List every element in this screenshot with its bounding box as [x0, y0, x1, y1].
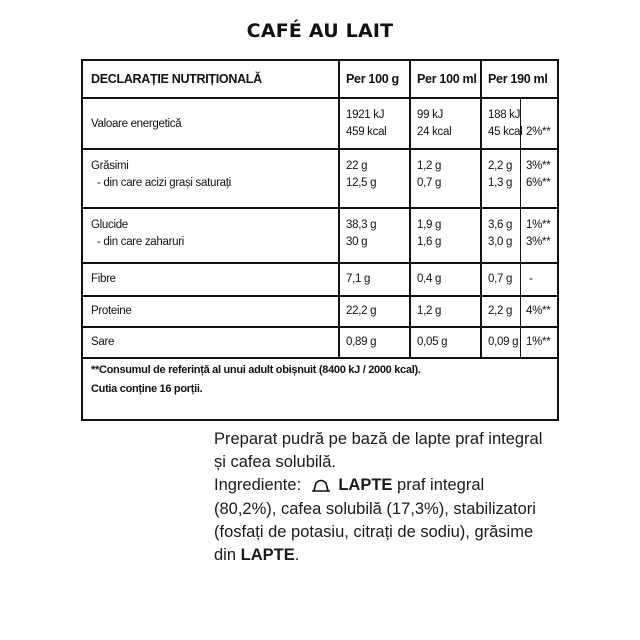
nutrition-table [81, 59, 559, 421]
product-title: CAFÉ AU LAIT [246, 20, 394, 42]
ingredients-text: praf integral (80,2%), cafea solubilă (17,3%), stabilizatori (fosfați de potasiu, citrați de sodiu), grăsime din [214, 476, 536, 565]
allergen-lapte-2: LAPTE [240, 546, 295, 565]
carbs-per-190ml: 3,6 g 3,0 g [488, 219, 513, 248]
row-label-fat: Grăsimi - din care acizi grași saturați [91, 160, 231, 189]
fibre-ri: - [529, 273, 533, 285]
header-per-100ml: Per 100 ml [417, 72, 477, 86]
fat-per-190ml: 2,2 g 1,3 g [488, 160, 513, 189]
allergen-lapte-1: LAPTE [338, 476, 393, 495]
description-intro: Preparat pudră pe bază de lapte praf integral și cafea solubilă. [214, 430, 543, 472]
protein-per-100ml: 1,2 g [417, 305, 442, 317]
protein-per-190ml: 2,2 g [488, 305, 513, 317]
salt-per-190ml: 0,09 g [488, 336, 519, 348]
carbs-ri: 1%** 3%** [526, 219, 551, 248]
carbs-per-100ml: 1,9 g 1,6 g [417, 219, 442, 248]
product-description [214, 428, 544, 567]
milk-allergen-icon [310, 478, 332, 492]
row-label-protein: Proteine [91, 305, 132, 317]
header-per-100g: Per 100 g [346, 72, 399, 86]
row-label-energy: Valoare energetică [91, 118, 182, 130]
salt-ri: 1%** [526, 336, 551, 348]
ingredients-label: Ingrediente: [214, 476, 302, 495]
portions-note: Cutia conține 16 porții. [91, 383, 203, 395]
energy-per-100ml: 99 kJ 24 kcal [417, 109, 452, 138]
energy-per-190ml: 188 kJ 45 kcal [488, 109, 523, 138]
reference-intake-note: **Consumul de referință al unui adult obișnuit (8400 kJ / 2000 kcal). [91, 364, 421, 376]
ingredients-end: . [294, 546, 300, 565]
header-per-190ml: Per 190 ml [488, 72, 548, 86]
fibre-per-100ml: 0,4 g [417, 273, 442, 285]
carbs-per-100g: 38,3 g 30 g [346, 219, 377, 248]
salt-per-100g: 0,89 g [346, 336, 377, 348]
row-label-fibre: Fibre [91, 273, 116, 285]
salt-per-100ml: 0,05 g [417, 336, 448, 348]
fat-per-100g: 22 g 12,5 g [346, 160, 377, 189]
energy-per-100g: 1921 kJ 459 kcal [346, 109, 387, 138]
fibre-per-190ml: 0,7 g [488, 273, 513, 285]
row-label-carbs: Glucide - din care zaharuri [91, 219, 184, 248]
ingredients-paragraph [214, 474, 544, 567]
fat-ri: 3%** 6%** [526, 160, 551, 189]
protein-per-100g: 22,2 g [346, 305, 377, 317]
protein-ri: 4%** [526, 305, 551, 317]
row-label-salt: Sare [91, 336, 115, 348]
header-declaration: DECLARAȚIE NUTRIȚIONALĂ [91, 72, 262, 86]
fibre-per-100g: 7,1 g [346, 273, 371, 285]
fat-per-100ml: 1,2 g 0,7 g [417, 160, 442, 189]
energy-ri: 2%** [526, 126, 551, 138]
table-footnote [91, 361, 421, 399]
